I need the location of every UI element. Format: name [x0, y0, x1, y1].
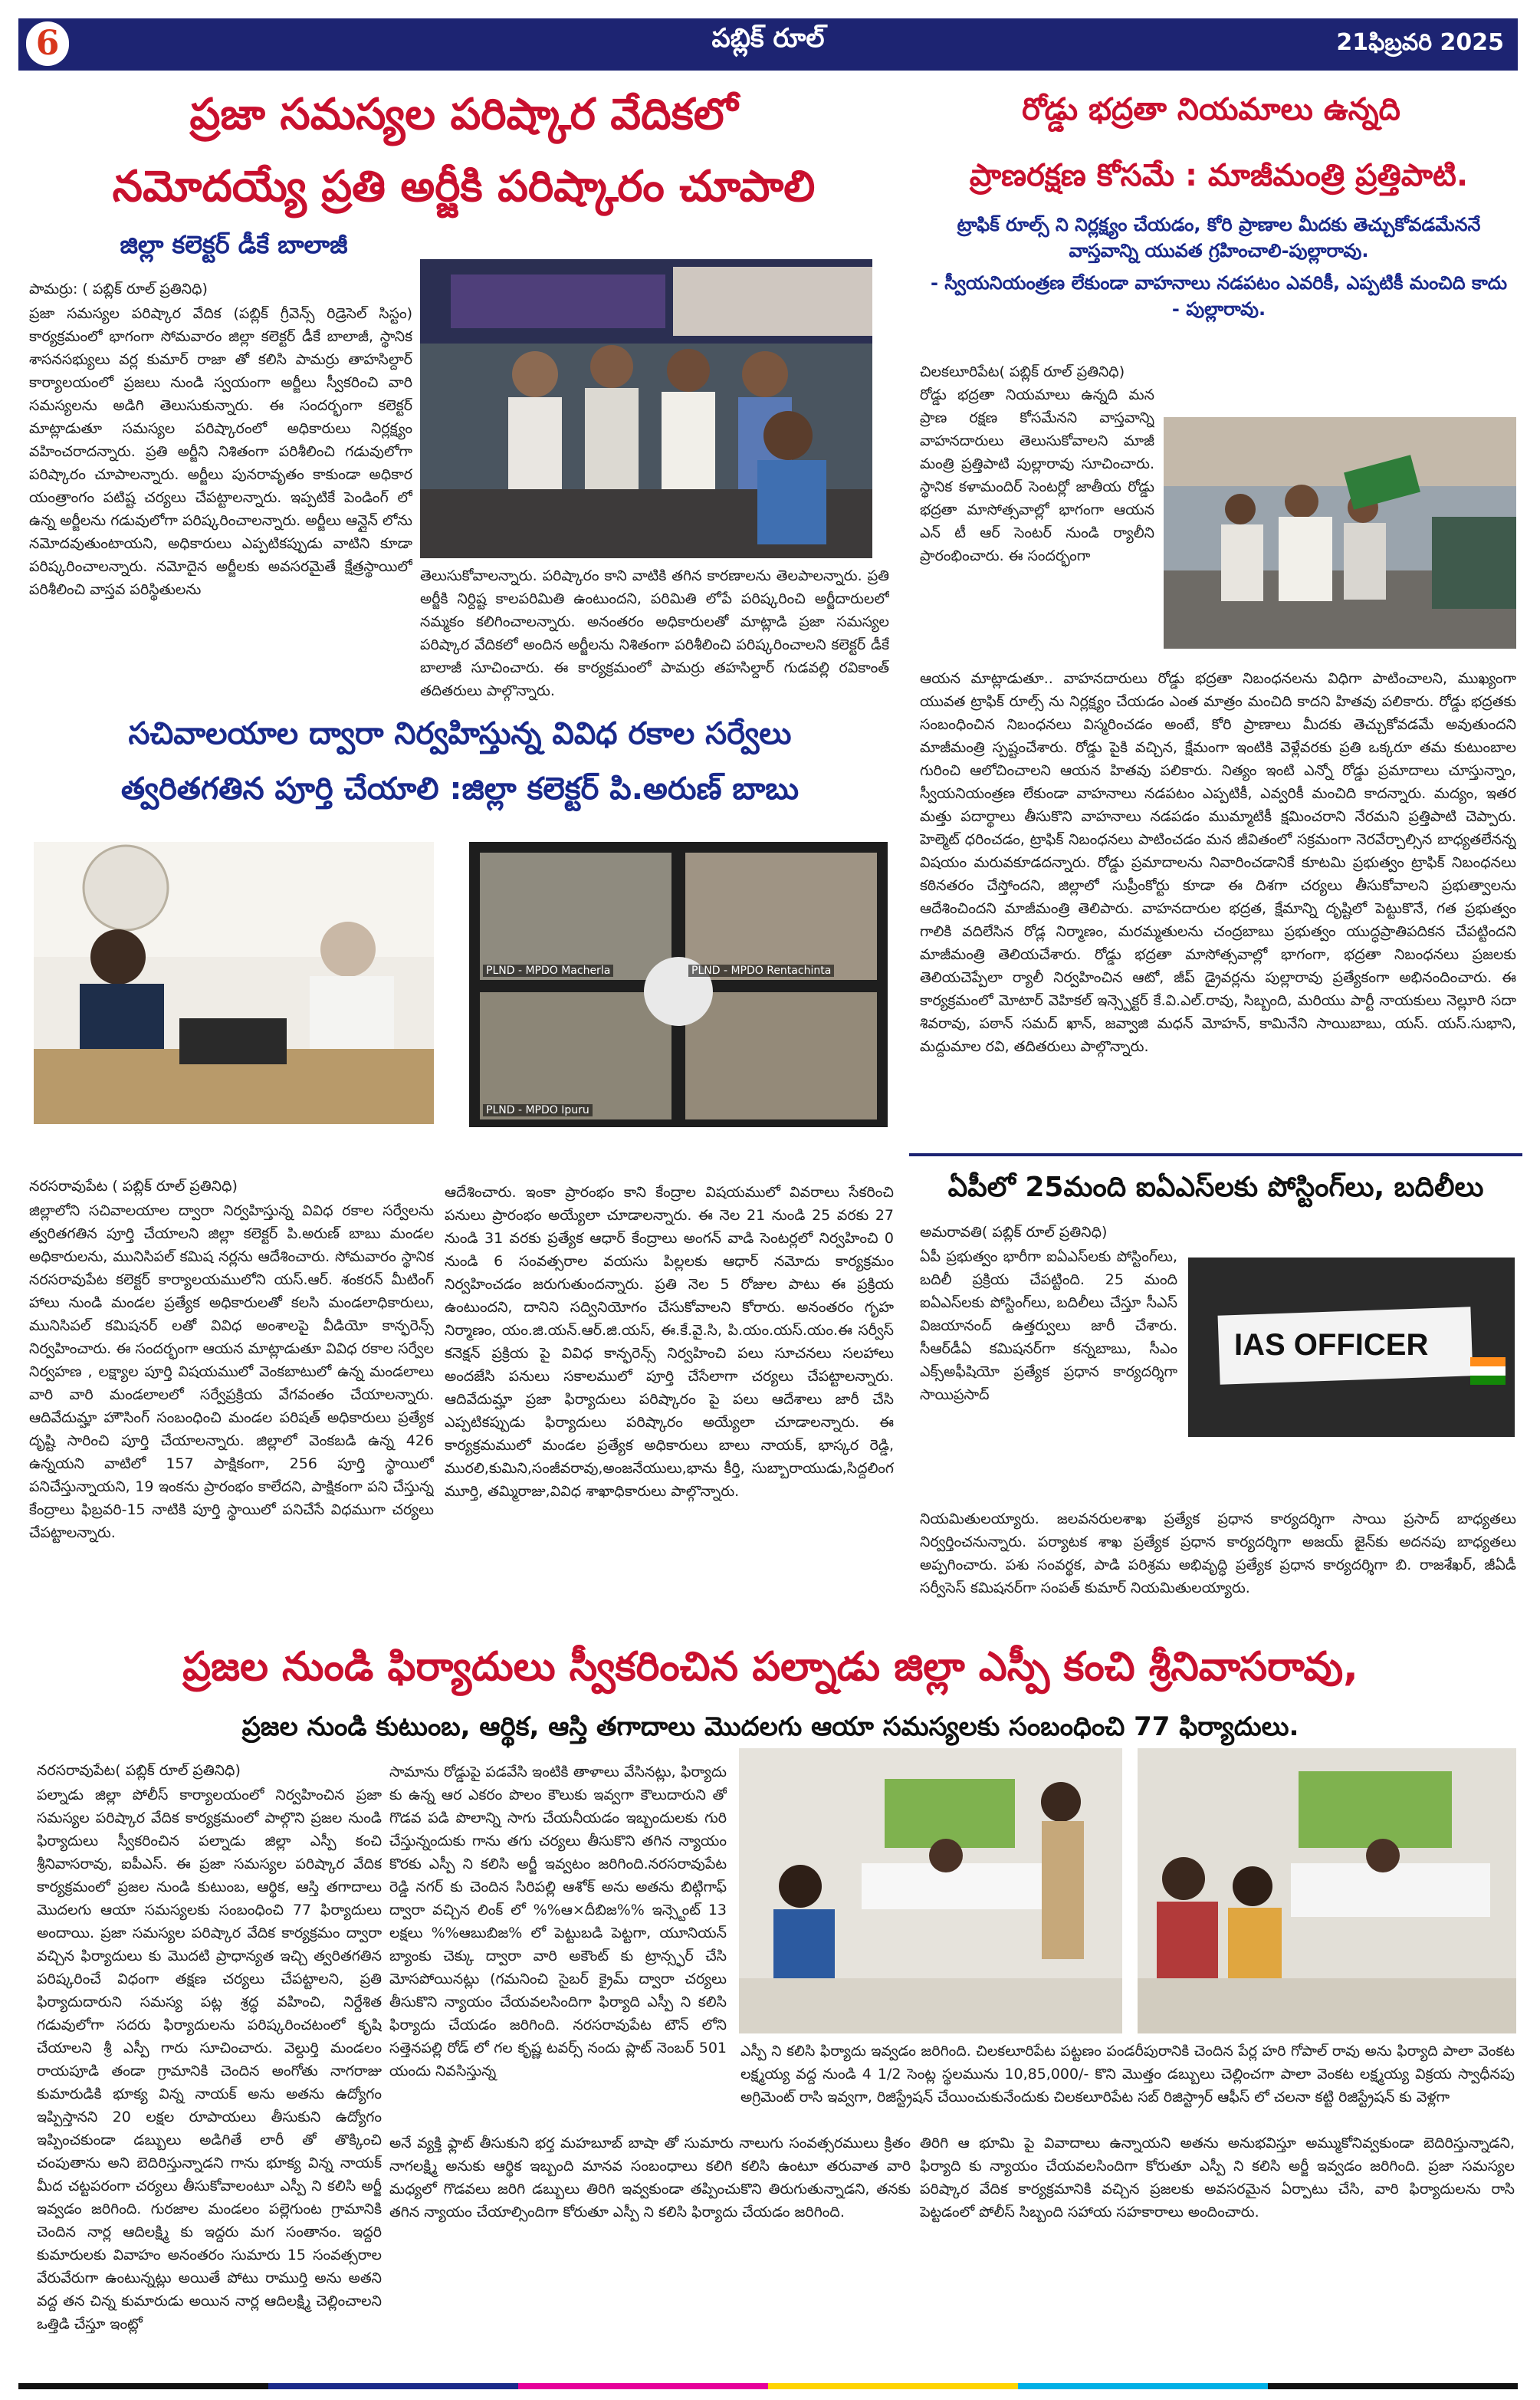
story3-dateline: నరసరావుపేట ( పబ్లిక్ రూల్ ప్రతినిధి) [29, 1178, 238, 1195]
story2-headline: ప్రాణరక్షణ కోసమే : మాజీమంత్రి ప్రత్తిపాటి. [969, 158, 1469, 193]
color-swatch [18, 2383, 268, 2389]
video-tile [480, 853, 671, 980]
video-label: PLND - MPDO Ipuru [483, 1104, 593, 1116]
story1-photo-scene [420, 259, 872, 558]
story4-headline: ఏపీలో 25మంది ఐఏఎస్‌లకు పోస్టింగ్‌లు, బదిలీలు [947, 1172, 1484, 1203]
story3-headline-line1: సచివాలయాల ద్వారా నిర్వహిస్తున్న వివిధ రకాల సర్వేలు [128, 716, 792, 751]
story5-bottom-right: తిరిగి ఆ భూమి పై వివాదాలు ఉన్నాయని అతను అనుభవిస్తూ అమ్ముకోనివ్వకుండా బెదిరిస్తున్నాడని, ఫిర్యాది కు న్యాయం చేయవలసిందిగా కోరుతూ ఎస్పీ ని కలిసి అర్జీ ఇవ్వడం జరిగింది. ప్రజా సమస్యల పరిష్కార వేదిక కార్యక్రమానికి వచ్చిన ప్రజలకు అవసరమైన ఏర్పాటు చేసి, వారి ఫిర్యాదులను రాసి పెట్టడంలో పోలీస్ సిబ్బంది సహాయ సహకారాలు అందించారు. [920, 2135, 1515, 2221]
story3-photo-collector-scene [34, 842, 434, 1124]
story1-body-right: తెలుసుకోవాలన్నారు. పరిష్కారం కాని వాటికి తగిన కారణాలను తెలపాలన్నారు. ప్రతి అర్జీకి నిర్దిష్ట కాలపరిమితి ఉంటుందని, పరిమితి లోపే పరిష్కరించి అర్జీదారులలో నమ్మకం కలిగించాలన్నారు. అనంతరం అధికారులతో మాట్లాడి ప్రజా సమస్యల పరిష్కార వేదికలో అందిన అర్జీలను నిశితంగా పరిశీలించి పరిష్కరించాలని కలెక్టర్ డీకే బాలాజీ సూచించారు. ఈ కార్యక్రమంలో పామర్రు తహసిల్దార్ గుడవల్లి రవికాంత్ తదితరులు పాల్గొన్నారు. [420, 567, 889, 699]
story2-body-full: ఆయన మాట్లాడుతూ.. వాహనదారులు రోడ్డు భద్రతా నిబంధనలను విధిగా పాటించాలని, ముఖ్యంగా యువత ట్రాఫిక్ రూల్స్ ను నిర్లక్ష్యం చేయడం ఎంత మాత్రం మంచిది కాదని హితవు పలికారు. రోడ్డు భద్రతకు సంబంధించిన నిబంధనలు విస్మరించడం అంటే, కోరి ప్రాణాలు మీదకు తెచ్చుకోవడమే అవుతుందని మాజీమంత్రి స్పష్టంచేశారు. రోడ్డు పైకి వచ్చిన, క్షేమంగా ఇంటికి వెళ్లేవరకు ప్రతి ఒక్కరూ తమ కుటుంబాల గురించి ఆలోచించాలని ఆయన హితవు పలికారు. నిత్యం ఇంటి ఎన్నో రోడ్డు ప్రమాదాలు చూస్తున్నాం, స్వీయనియంత్రణ లేకుండా వాహనాలు నడపటం ఎప్పటికీ, ఎవ్వరికీ మంచిది కాదన్నారు. మద్యం, ఇతర మత్తు పదార్థాలు తీసుకొని వాహనాలు నడపడం ముమ్మాటికీ క్షమించరాని నేరమని ప్రత్తిపాటి చెప్పారు. హెల్మెట్ ధరించడం, ట్రాఫిక్ నిబంధనలు పాటించడం మన జీవితంలో సక్రమంగా నెరవేర్చాల్సిన బాధ్యతలేనన్న విషయం మరువకూడదన్నారు. రోడ్డు ప్రమాదాలను నివారించడానికే కూటమి ప్రభుత్వం ట్రాఫిక్ నిబంధనలు కఠినతరం చేస్తోందని, జిల్లాలో సుప్రీంకోర్టు కూడా ఈ దిశగా చర్యలు తీసుకోవాలని ప్రభుత్వాలను ఆదేశించిందని మాజీమంత్రి తెలిపారు. వాహనదారుల భద్రత, క్షేమాన్ని దృష్టిలో పెట్టుకొనే, గత ప్రభుత్వం గాలికి వదిలేసిన రోడ్ల నిర్మాణం, మరమ్మతులను చంద్రబాబు ప్రభుత్వం యుద్ధప్రాతిపదికన చేపట్టిందని మాజీమంత్రి తెలియచేశారు. రోడ్డు భద్రతా మాసోత్సవాల్లో భాగంగా, భద్రతా నిబంధనలు ప్రజలకు తెలియచెప్పేలా ర్యాలీ నిర్వహించిన ఆటో, జీప్ డ్రైవర్లను పుల్లారావు ప్రత్యేకంగా అభినందించారు. ఈ కార్యక్రమంలో మోటార్ వెహికల్ ఇన్స్పెక్టర్ కే.వి.ఎల్.రావు, సిబ్బంది, మరియు పార్టీ నాయకులు నెల్లూరి సదా శివరావు, పఠాన్ సమద్ ఖాన్, జవ్వాజి మధన్ మోహన్, కామినేని సాయిబాబు, యస్. యస్.సుభాని, మద్దుమాల రవి, తదితరులు పాల్గొన్నారు. [920, 670, 1516, 1055]
story1-body-left: ప్రజా సమస్యల పరిష్కార వేదిక (పబ్లిక్ గ్రీవెన్స్ రిడ్రెసెల్ సిస్టం) కార్యక్రమంలో భాగంగా సోమవారం జిల్లా కలెక్టర్ డీకే బాలాజీ, స్థానిక శాసనసభ్యులు వర్ల కుమార్ రాజా తో కలిసి పామర్రు తాహసిల్దార్ కార్యాలయంలో ప్రజలు నుండి స్వయంగా అర్జీలు స్వీకరించి వారి సమస్యలను అడిగి తెలుసుకున్నారు. ఈ సందర్భంగా కలెక్టర్ మాట్లాడుతూ సమస్యల పరిష్కారంలో అధికారులు నిర్లక్ష్యం వహించరాదన్నారు. ప్రతి అర్జీని నిశితంగా పరిశీలించి గడువులోగా పరిష్కారం చూపాలన్నారు. అర్జీలు పునరావృతం కాకుండా అధికార యంత్రాంగం పటిష్ట చర్యలు చేపట్టాలన్నారు. ఇప్పటికే పెండింగ్ లో ఉన్న అర్జీలను గడువులోగా పరిష్కరించాలన్నారు. అర్జీలు ఆన్లైన్ లోను నమోదవుతుంటాయని, అధికారులు ఎప్పటికప్పుడు వాటిని కూడా పరిష్కరించాలన్నారు. నమోదైన అర్జీలకు అవసరమైతే క్షేత్రస్థాయిలో పరిశీలించి వాస్తవ పరిస్థితులను [29, 305, 412, 598]
story1-subhead: జిల్లా కలెక్టర్ డీకే బాలాజీ [120, 230, 348, 259]
story1-dateline: పామర్రు: ( పబ్లిక్ రూల్ ప్రతినిధి) [29, 281, 208, 298]
video-label: PLND - MPDO Rentachinta [688, 965, 834, 977]
page-header [18, 18, 1518, 71]
story4-dateline: అమరావతి( పబ్లిక్ రూల్ ప్రతినిధి) [920, 1224, 1108, 1241]
color-swatch [768, 2383, 1018, 2389]
flag-icon [1470, 1357, 1506, 1366]
story2-sub1: ట్రాఫిక్ రూల్స్ ని నిర్లక్ష్యం చేయడం, కోరి ప్రాణాల మీదకు తెచ్చుకోవడమేననే వాస్తవాన్ని యువత గ్రహించాలి-పుల్లారావు. [957, 214, 1481, 261]
story5-bottom-left: అనే వ్యక్తి ఫ్లాట్ తీసుకుని భర్త మహబూబ్ బాషా తో సుమారు నాలుగు సంవత్సరములు క్రితం నాగలక్ష్మి అనుకు ఆర్థిక ఇబ్బంది మానవ సంబంధాలు కలిగి కలిసి ఉంటూ తరువాత వారి మధ్యలో గొడవలు జరిగి డబ్బులు తిరిగి ఇవ్వకుండా తప్పించుకొని తిరుగుతున్నాడని, తనకు తగిన న్యాయం చేయాల్సిందిగా కోరుతూ ఎస్పీ ని కలిసి ఫిర్యాదు చేయడం జరిగింది. [389, 2135, 911, 2221]
story3-photo-collector [34, 842, 434, 1124]
story4-photo [1188, 1258, 1515, 1437]
issue-date: 21ఫిబ్రవరి 2025 [1336, 29, 1504, 56]
story3-body-left: జిల్లాలోని సచివాలయాల ద్వారా నిర్వహిస్తున్న వివిధ రకాల సర్వేలను త్వరితగతిన పూర్తి చేయాలని జిల్లా కలెక్టర్ పి.అరుణ్ బాబు మండల అధికారులను, మునిసిపల్ కమిష నర్లను ఆదేశించారు. సోమవారం స్థానిక నరసరావుపేట కలెక్టర్ కార్యాలయములోని యస్.ఆర్. శంకరన్ మీటింగ్ హాలు నుండి మండల ప్రత్యేక అధికారులతో కలసి మండలాధికారులు, మునిసిపల్ కమిషనర్ లతో వివిధ అంశాలపై వీడియో కాన్ఫరెన్స్ నిర్వహించారు. ఈ సందర్భంగా ఆయన మాట్లాడుతూ వివిధ రకాల సర్వేల నిర్వహణ , లక్ష్యాల పూర్తి విషయములో వెంకబాటులో ఉన్న మండలాలు వారి వారి మండలాలలో సర్వేప్రక్రియ వేగవంతం చేయాలన్నారు. ఆదివేదుమ్హా హౌసింగ్ సంబంధించి మండల పరిషత్ అధికారులు ప్రత్యేక దృష్టి సారించి పూర్తి చేయాలన్నారు. జిల్లాలో వెంకబడి ఉన్న 426 ఉన్నయని వాటిలో 157 పాక్షికంగా, 256 పూర్తి స్థాయిలో పనిచేస్తున్నాయని, 19 ఇంకను ప్రారంభం కాలేదని, పాక్షికంగా పని చేస్తున్న కేంద్రాలు ఫిబ్రవరి-15 నాటికి పూర్తి స్థాయిలో పనిచేసే విధముగా చర్యలు చేపట్టాలన్నారు. [29, 1202, 434, 1541]
story2-kicker: రోడ్డు భద్రతా నియమాలు ఉన్నది [1022, 92, 1400, 127]
story5-col3: ఎస్పీ ని కలిసి ఫిర్యాదు ఇవ్వడం జరిగింది. చిలకలూరిపేట పట్టణం పండరీపురానికి చెందిన పేర్ల హరి గోపాల్ రావు అను ఫిర్యాది పాలా వెంకట లక్ష్మయ్య వద్ద నుండి 4 1/2 సెంట్ల స్థలమును 10,85,000/- కొని మొత్తం డబ్బులు చెల్లించగా పాలా వెంకట లక్ష్మయ్య విక్రయ స్వాధీనపు అగ్రిమెంట్ రాసి ఇవ్వగా, రిజిస్ట్రేషన్ చేయించుకునేందుకు చిలకలూరిపేట సబ్ రిజిస్ట్రార్ ఆఫీస్ లో చలనా కట్టి రిజిస్ట్రేషన్ కు వెళ్లగా [740, 2043, 1515, 2106]
color-swatch [1268, 2383, 1518, 2389]
story1-photo [420, 259, 872, 558]
story5-dateline: నరసరావుపేట( పబ్లిక్ రూల్ ప్రతినిధి) [37, 1762, 241, 1779]
story1-headline-line1: ప్రజా సమస్యల పరిష్కార వేదికలో [189, 90, 738, 140]
page-number: 6 [26, 21, 69, 66]
story2-dateline: చిలకలూరిపేట( పబ్లిక్ రూల్ ప్రతినిధి) [920, 363, 1125, 380]
color-swatch [268, 2383, 518, 2389]
story5-photo-right-scene [1138, 1748, 1516, 2033]
video-label: PLND - MPDO Macherla [483, 965, 613, 977]
story5-photo-left [739, 1748, 1122, 2033]
story4-body-left: ఏపీ ప్రభుత్వం భారీగా ఐఏఎస్‌లకు పోస్టింగ్‌లు, బదిలీ ప్రక్రియ చేపట్టింది. 25 మంది ఐఏఎస్‌లకు పోస్టింగ్‌లు, బదిలీలు చేస్తూ సీఎస్ విజయానంద్ ఉత్తర్వులు జారీ చేశారు. సీఆర్‌డీఏ కమిషనర్‌గా కన్నబాబు, సీఎం ఎక్స్‌అఫీషియో ప్రత్యేక ప్రధాన కార్యదర్శిగా సాయిప్రసాద్ [920, 1248, 1177, 1403]
story2-photo [1164, 417, 1516, 649]
footer-color-bar [18, 2383, 1518, 2391]
story2-body-left: రోడ్డు భద్రతా నియమాలు ఉన్నది మన ప్రాణ రక్షణ కోసమేనని వాస్తవాన్ని వాహనదారులు తెలుసుకోవాలని మాజీ మంత్రి ప్రత్తిపాటి పుల్లారావు సూచించారు. స్థానిక కళామందిర్ సెంటర్లో జాతీయ రోడ్డు భద్రతా మాసోత్సవాల్లో భాగంగా ఆయన ఎన్ టీ ఆర్ సెంటర్ నుండి ర్యాలీని ప్రారంభించారు. ఈ సందర్భంగా [920, 386, 1154, 564]
story5-photo-left-scene [739, 1748, 1122, 2033]
story5-photo-right [1138, 1748, 1516, 2033]
story3-headline-line2: త్వరితగతిన పూర్తి చేయాలి :జిల్లా కలెక్టర్ పి.అరుణ్ బాబు [120, 771, 800, 807]
nameplate-text: IAS OFFICER [1234, 1328, 1429, 1362]
story2-photo-scene [1164, 417, 1516, 649]
story1-headline-line2: నమోదయ్యే ప్రతి అర్జీకి పరిష్కారం చూపాలి [112, 162, 816, 212]
divider [909, 1153, 1522, 1156]
story5-col1: పల్నాడు జిల్లా పోలీస్ కార్యాలయంలో నిర్వహించిన ప్రజా సమస్యల పరిష్కార వేదిక కార్యక్రమంలో పాల్గొని ప్రజల నుండి ఫిర్యాదులు స్వీకరించిన పల్నాడు జిల్లా ఎస్పీ కంచి శ్రీనివాసరావు, ఐపీఎస్. ఈ ప్రజా సమస్యల పరిష్కార వేదిక కార్యక్రమంలో ప్రజల నుండి కుటుంబ, ఆర్థిక, ఆస్తి తగాదాలు మొదలగు ఆయా సమస్యలకు సంబంధించి 77 ఫిర్యాదులు అందాయి. ప్రజా సమస్యల పరిష్కార వేదిక కార్యక్రమం ద్వారా వచ్చిన ఫిర్యాదులు కు మొదటి ప్రాధాన్యత ఇచ్చి త్వరితగతిన పరిష్కరించే విధంగా తక్షణ చర్యలు చేపట్టాలని, ప్రతి ఫిర్యాదుదారుని సమస్య పట్ల శ్రద్ధ వహించి, నిర్దేశిత గడువులోగా సదరు ఫిర్యాదులను పరిష్కరించటంలో కృషి చేయాలని శ్రీ ఎస్పీ గారు సూచించారు. వెల్దుర్తి మండలం రాయపూడి తండా గ్రామానికి చెందిన అంగోతు నాగరాజు కుమారుడికి భూక్య విన్న నాయక్ అను అతను ఉద్యోగం ఇప్పిస్తానని 20 లక్షల రూపాయలు తీసుకుని ఉద్యోగం ఇప్పించకుండా డబ్బులు అడిగితే లారీ తో తొక్కించి చంపుతాను అని బెదిరిస్తున్నాడని గాను భూక్య విన్న నాయక్ మీద చట్టపరంగా చర్యలు తీసుకోవాలంటూ ఎస్పీ ని కలిసి అర్జీ ఇవ్వడం జరిగింది. గురజాల మండలం పల్లెగుంట గ్రామానికి చెందిన నార్ల ఆదిలక్ష్మి కు ఇద్దరు మగ సంతానం. ఇద్దరి కుమారులకు వివాహం అనంతరం సుమారు 15 సంవత్సరాల వేరువేరుగా ఉంటున్నట్లు అయితే పోటు రాముర్తి అను అతని వద్ద తన చిన్న కుమారుడు అయిన నార్ల ఆదిలక్ష్మి చెల్లించాలని ఒత్తిడి చేస్తూ ఇంట్లో [37, 1787, 382, 2333]
story3-photo-videoconf [469, 842, 888, 1127]
story3-body-right: ఆదేశించారు. ఇంకా ప్రారంభం కాని కేంద్రాల విషయములో వివరాలు సేకరించి పనులు ప్రారంభం అయ్యేలా చూడాలన్నారు. ఈ నెల 21 నుండి 25 వరకు 27 నుండి 31 వరకు ప్రత్యేక ఆధార్ కేంద్రాలు అంగన్ వాడి సెంటర్లలో నిర్వహించి 0 నుండి 6 సంవత్సరాల వయసు పిల్లలకు ఆధార్ నమోదు కార్యక్రమం నిర్వహించడం జరుగుతుందన్నారు. ప్రతి నెల 5 రోజుల పాటు ఈ ప్రక్రియ ఉంటుందని, దానిని సద్వినియోగం చేసుకోవాలని కోరారు. అనంతరం గృహ నిర్మాణం, యం.జి.యన్.ఆర్.జి.యస్, ఈ.కే.వై.సి, పి.యం.యస్.యం.ఈ సర్వీస్ కనెక్షన్ ప్రక్రియ పై వివిధ కాన్ఫరెన్స్ నిర్వహించి పలు సూచనలు సలహాలు అందజేసి పనులు సకాలములో పూర్తి చేసేలాగా చర్యలు చేపట్టాలన్నారు. ఆదివేదుమ్హా ప్రజా ఫిర్యాదులు పరిష్కారం పై పలు ఆదేశాలు జారీ చేసి ఎప్పటికప్పుడు ఫిర్యాదులు పరిష్కారం అయ్యేలా చూడాలన్నారు. ఈ కార్యక్రమములో మండల ప్రత్యేక అధికారులు బాలు నాయక్, భాస్కర రెడ్డి, మురలి,కుమిని,సంజీవరావు,అంజనేయులు,భాను కీర్తి, సుబ్బారాయుడు,సిద్దలింగ మూర్తి, తమ్మిరాజు,వివిధ శాఖాధికారులు పాల్గొన్నారు. [445, 1184, 894, 1500]
story5-subhead: ప్రజల నుండి కుటుంబ, ఆర్థిక, ఆస్తి తగాదాలు మొదలగు ఆయా సమస్యలకు సంబంధించి 77 ఫిర్యాదులు. [241, 1711, 1299, 1742]
story2-sub2: - స్వీయనియంత్రణ లేకుండా వాహనాలు నడపటం ఎవరికీ, ఎప్పటికీ మంచిది కాదు - పుల్లారావు. [930, 272, 1508, 320]
story5-col2: సామాను రోడ్డుపై పడవేసి ఇంటికి తాళాలు వేసినట్లు, ఫిర్యాదు కు ఉన్న ఆర ఎకరం పొలం కౌలుకు ఇవ్వగా కౌలుదారుని తో గొడవ పడి పొలాన్ని సాగు చేయనీయడం ఇబ్బందులకు గురి చేస్తున్నందుకు గాను తగు చర్యలు తీసుకొని తగిన న్యాయం కొరకు ఎస్పీ ని కలిసి అర్జీ ఇవ్వటం జరిగింది.నరసరావుపేట రెడ్డి నగర్ కు చెందిన సిరిపల్లి ఆశోక్ అను అతను బిట్గిగాఫ్ ద్వారా వచ్చిన లింక్ లో %%ఆ×దీబిజ%% ఇన్స్టెంట్ 13 లక్షలు %%ఆబుబిజ% లో పెట్టుబడి పెట్టగా, యూనియన్ బ్యాంకు చెక్కు ద్వారా వారి అకౌంట్ కు ట్రాన్స్ఫర్ చేసి మోసపోయినట్లు (గమనించి సైబర్ క్రైమ్ ద్వారా చర్యలు తీసుకొని న్యాయం చేయవలసిందిగా ఫిర్యాది ఎస్పీ ని కలిసి ఫిర్యాదు చేయడం జరిగింది. నరసరావుపేట టౌన్ లోని సత్తెనపల్లి రోడ్ లో గల కృష్ణ టవర్స్ నందు ప్లాట్ నెంబర్ 501 యందు నివసిస్తున్న [389, 1764, 727, 2079]
paper-name: పబ్లిక్ రూల్ [711, 23, 825, 54]
video-tile [480, 992, 671, 1119]
video-tile [685, 853, 877, 980]
story4-body-full: నియమితులయ్యారు. జలవనరులశాఖ ప్రత్యేక ప్రధాన కార్యదర్శిగా సాయి ప్రసాద్ బాధ్యతలు నిర్వర్తించనున్నారు. పర్యాటక శాఖ ప్రత్యేక ప్రధాన కార్యదర్శిగా అజయ్ జైన్‌కు అదనపు బాధ్యతలు అప్పగించారు. పశు సంవర్థక, పాడి పరిశ్రమ అభివృద్ధి ప్రత్యేక ప్రధాన కార్యదర్శిగా బి. రాజశేఖర్, జీఏడీ సర్వీసెస్‌ కమిషనర్‌గా సంపత్ కుమార్ నియమితులయ్యారు. [920, 1511, 1516, 1596]
story5-headline: ప్రజల నుండి ఫిర్యాదులు స్వీకరించిన పల్నాడు జిల్లా ఎస్పీ కంచి శ్రీనివాసరావు, [182, 1644, 1358, 1690]
color-swatch [518, 2383, 768, 2389]
video-tile [685, 992, 877, 1119]
color-swatch [1018, 2383, 1268, 2389]
